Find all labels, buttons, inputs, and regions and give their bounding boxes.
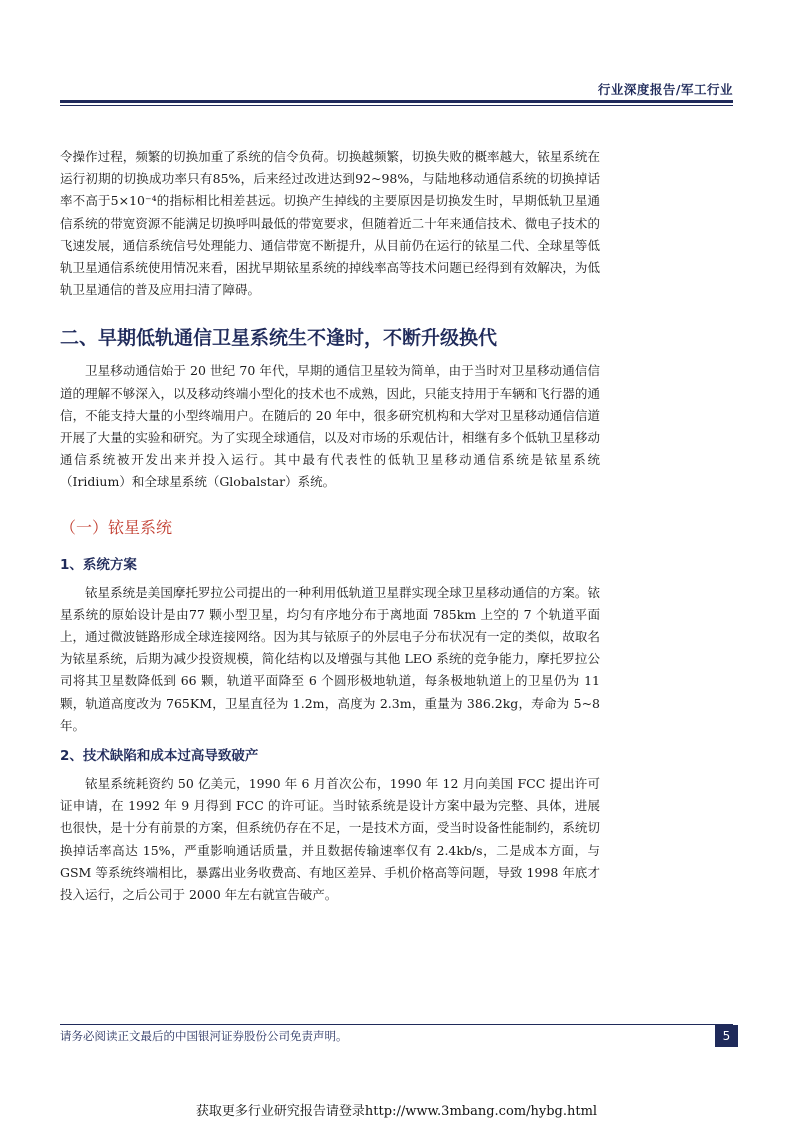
report-body [60,146,600,906]
footer-disclaimer: 请务必阅读正文最后的中国银河证券股份公司免责声明。 [60,1029,348,1043]
paragraph-system-plan: 铱星系统是美国摩托罗拉公司提出的一种利用低轨道卫星群实现全球卫星移动通信的方案。铱星系统的原始设计是由77 颗小型卫星，均匀有序地分布于离地面 785km 上空的 7 个轨道平面上，通过微波链路形成全球连接网络。因为其与铱原子的外层电子分布状况有一定的类似，故取名为铱星系统，后期为减少投资规模，简化结构以及增强与其他 LEO 系统的竞争能力，摩托罗拉公司将其卫星数降低到 66 颗，轨道平面降至 6 个圆形极地轨道，每条极地轨道上的卫星仍为 11 颗，轨道高度改为 765KM，卫星直径为 1.2m，高度为 2.3m，重量为 386.2kg，寿命为 5~8 年。 [60,584,600,733]
paragraph-bankruptcy: 铱星系统耗资约 50 亿美元，1990 年 6 月首次公布，1990 年 12 月向美国 FCC 提出许可证申请，在 1992 年 9 月得到 FCC 的许可证。当时铱系统是设计方案中最为完整、具体，进展也很快，是十分有前景的方案，但系统仍存在不足，一是技术方面，受当时设备性能制约，系统切换掉话率高达 15%，严重影响通话质量，并且数据传输速率仅有 2.4kb/s，二是成本方面，与 GSM 等系统终端相比，暴露出业务收费高、有地区差异、手机价格高等问题，导致 1998 年底才投入运行，之后公司于 2000 年左右就宣告破产。 [60,776,600,903]
page-number: 5 [715,1025,738,1047]
promo-link-text[interactable]: 获取更多行业研究报告请登录http://www.3mbang.com/hybg.html [195,1104,598,1119]
item-system-plan-heading: 1、系统方案 [60,556,137,573]
header-divider-thin [60,105,733,106]
paragraph-satellite-history: 卫星移动通信始于 20 世纪 70 年代，早期的通信卫星较为简单，由于当时对卫星移动通信信道的理解不够深入，以及移动终端小型化的技术也不成熟，因此，只能支持用于车辆和飞行器的通信，不能支持大量的小型终端用户。在随后的 20 年中，很多研究机构和大学对卫星移动通信信道开展了大量的实验和研究。为了实现全球通信，以及对市场的乐观估计，相继有多个低轨卫星移动通信系统被开发出来并投入运行。其中最有代表性的低轨卫星移动通信系统是铱星系统（Iridium）和全球星系统（Globalstar）系统。 [60,363,600,490]
section-2-heading: 二、早期低轨通信卫星系统生不逢时，不断升级换代 [60,327,498,350]
subsection-iridium-heading: （一）铱星系统 [60,517,173,537]
paragraph-handover: 令操作过程，频繁的切换加重了系统的信令负荷。切换越频繁，切换失败的概率越大，铱星系统在运行初期的切换成功率只有85%，后来经过改进达到92~98%，与陆地移动通信系统的切换掉话率不高于5×10⁻⁴的指标相比相差甚远。切换产生掉线的主要原因是切换发生时，早期低轨卫星通信系统的带宽资源不能满足切换呼叫最低的带宽要求，但随着近二十年来通信技术、微电子技术的飞速发展，通信系统信号处理能力、通信带宽不断提升，从目前仍在运行的铱星二代、全球星等低轨卫星通信系统使用情况来看，困扰早期铱星系统的掉线率高等技术问题已经得到有效解决，为低轨卫星通信的普及应用扫清了障碍。 [60,149,600,298]
header-divider [60,100,733,103]
item-bankruptcy-heading: 2、技术缺陷和成本过高导致破产 [60,748,259,765]
footer-divider [60,1024,733,1025]
report-header-title: 行业深度报告/军工行业 [597,82,733,97]
